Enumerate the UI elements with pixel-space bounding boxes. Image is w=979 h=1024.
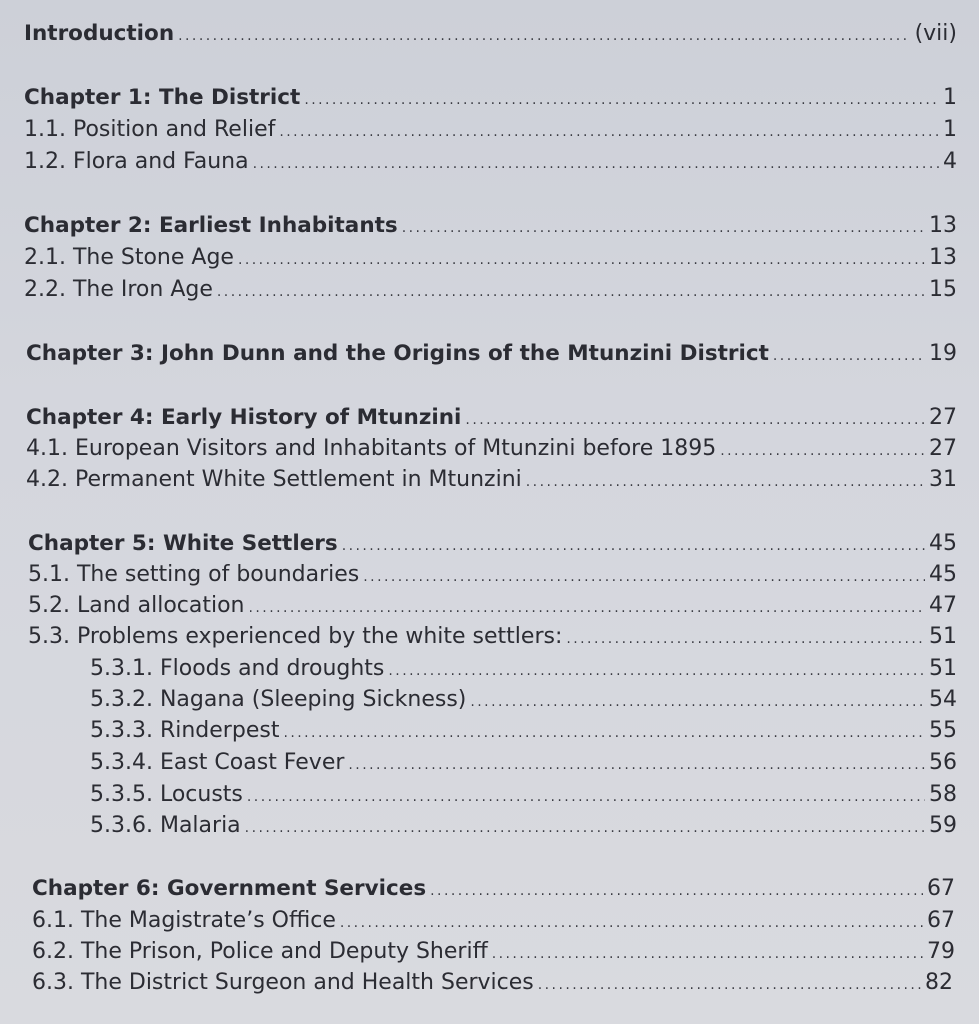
toc-page-number: 13	[929, 245, 957, 270]
toc-entry-label: 1.2. Flora and Fauna	[24, 149, 249, 174]
toc-entry-chapter-1	[24, 84, 957, 114]
toc-entry-section-2-1	[24, 244, 957, 274]
toc-page-number: (vii)	[914, 21, 957, 46]
toc-entry-label: 5.3. Problems experienced by the white settlers:	[28, 624, 563, 649]
toc-page-number: 45	[929, 562, 957, 587]
toc-entry-chapter-4	[26, 404, 957, 434]
toc-entry-label: 6.3. The District Surgeon and Health Services	[32, 970, 534, 995]
toc-entry-chapter-6	[32, 875, 955, 905]
dot-leader	[566, 625, 925, 653]
toc-entry-section-4-2	[26, 466, 957, 496]
dot-leader	[492, 940, 923, 968]
dot-leader	[430, 877, 923, 905]
toc-entry-section-5-3	[28, 623, 957, 653]
toc-entry-label: 1.1. Position and Relief	[24, 117, 276, 142]
dot-leader	[470, 688, 925, 716]
toc-page-number: 27	[929, 436, 957, 461]
toc-entry-label: 4.2. Permanent White Settlement in Mtunzini	[26, 467, 522, 492]
toc-page-number: 47	[929, 593, 957, 618]
dot-leader	[773, 342, 925, 370]
toc-entry-section-4-1	[26, 435, 957, 465]
toc-entry-section-5-2	[28, 592, 957, 622]
dot-leader	[340, 909, 923, 937]
dot-leader	[363, 563, 925, 591]
toc-entry-chapter-2	[24, 212, 957, 242]
toc-entry-label: Introduction	[24, 21, 175, 46]
dot-leader	[253, 150, 939, 178]
toc-entry-introduction	[24, 20, 957, 50]
toc-entry-label: 5.3.5. Locusts	[90, 782, 243, 807]
toc-entry-label: 5.3.4. East Coast Fever	[90, 750, 345, 775]
dot-leader	[388, 657, 925, 685]
toc-entry-section-2-2	[24, 276, 957, 306]
toc-page-number: 27	[929, 405, 957, 430]
toc-entry-label: Chapter 5: White Settlers	[28, 531, 338, 556]
dot-leader	[238, 246, 925, 274]
toc-entry-label: 5.3.6. Malaria	[90, 813, 241, 838]
dot-leader	[720, 437, 925, 465]
dot-leader	[304, 86, 939, 114]
toc-entry-section-5-3-3	[90, 717, 957, 747]
toc-page-number: 54	[929, 687, 957, 712]
toc-page-number: 31	[929, 467, 957, 492]
toc-entry-section-5-3-4	[90, 749, 957, 779]
toc-entry-chapter-5	[28, 530, 957, 560]
toc-page-number: 45	[929, 531, 957, 556]
toc-entry-label: 6.2. The Prison, Police and Deputy Sheriff	[32, 939, 488, 964]
dot-leader	[538, 971, 921, 999]
toc-entry-label: Chapter 3: John Dunn and the Origins of the Mtunzini District	[26, 341, 769, 366]
dot-leader	[402, 214, 925, 242]
dot-leader	[342, 532, 925, 560]
dot-leader	[283, 719, 925, 747]
toc-page-number: 67	[927, 876, 955, 901]
toc-entry-section-5-3-6	[90, 812, 957, 842]
toc-page-number: 79	[927, 939, 955, 964]
dot-leader	[178, 22, 910, 50]
toc-entry-section-5-1	[28, 561, 957, 591]
dot-leader	[249, 594, 926, 622]
toc-page-number: 58	[929, 782, 957, 807]
toc-entry-label: 4.1. European Visitors and Inhabitants of Mtunzini before 1895	[26, 436, 717, 461]
dot-leader	[348, 751, 925, 779]
toc-page-number: 67	[927, 908, 955, 933]
toc-entry-section-6-2	[32, 938, 955, 968]
toc-entry-section-6-1	[32, 907, 955, 937]
toc-entry-section-5-3-5	[90, 781, 957, 811]
toc-entry-label: 6.1. The Magistrate’s Office	[32, 908, 336, 933]
toc-entry-section-5-3-2	[90, 686, 957, 716]
dot-leader	[279, 118, 939, 146]
toc-entry-section-1-2	[24, 148, 957, 178]
toc-page-number: 19	[929, 341, 957, 366]
toc-page-number: 1	[943, 117, 957, 142]
toc-entry-label: 5.3.3. Rinderpest	[90, 718, 280, 743]
toc-entry-label: 2.1. The Stone Age	[24, 245, 234, 270]
toc-page-number: 15	[929, 277, 957, 302]
toc-entry-label: Chapter 1: The District	[24, 85, 301, 110]
dot-leader	[245, 814, 925, 842]
toc-page-number: 56	[929, 750, 957, 775]
toc-entry-label: 5.3.2. Nagana (Sleeping Sickness)	[90, 687, 467, 712]
toc-entry-label: 2.2. The Iron Age	[24, 277, 213, 302]
toc-page-number: 82	[925, 970, 953, 995]
toc-entry-chapter-3	[26, 340, 957, 370]
toc-entry-label: Chapter 2: Earliest Inhabitants	[24, 213, 398, 238]
dot-leader	[465, 406, 925, 434]
toc-page-number: 51	[929, 624, 957, 649]
toc-entry-section-6-3	[32, 969, 953, 999]
toc-page-number: 51	[929, 656, 957, 681]
dot-leader	[247, 783, 925, 811]
toc-entry-label: 5.1. The setting of boundaries	[28, 562, 360, 587]
toc-page-number: 55	[929, 718, 957, 743]
toc-entry-label: Chapter 4: Early History of Mtunzini	[26, 405, 462, 430]
dot-leader	[217, 278, 925, 306]
toc-entry-section-1-1	[24, 116, 957, 146]
toc-entry-section-5-3-1	[90, 655, 957, 685]
toc-page-number: 1	[943, 85, 957, 110]
toc-entry-label: Chapter 6: Government Services	[32, 876, 427, 901]
toc-page-number: 4	[943, 149, 957, 174]
toc-entry-label: 5.3.1. Floods and droughts	[90, 656, 385, 681]
toc-entry-label: 5.2. Land allocation	[28, 593, 245, 618]
toc-page-number: 13	[929, 213, 957, 238]
dot-leader	[526, 468, 925, 496]
toc-page-number: 59	[929, 813, 957, 838]
